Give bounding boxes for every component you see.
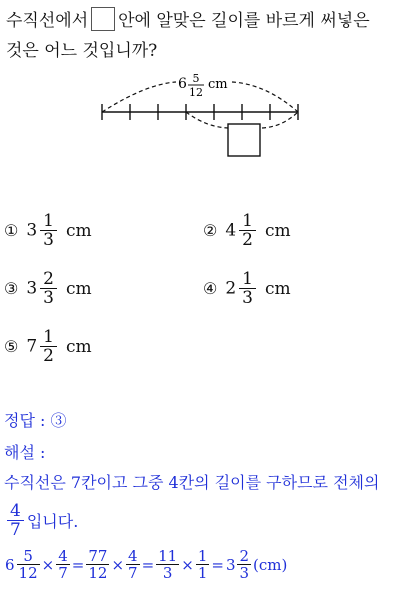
choice-5-number: ⑤ <box>4 337 19 356</box>
whole-length-whole: 6 <box>178 76 187 92</box>
choice-4[interactable] <box>203 270 291 307</box>
choice-3-whole: 3 <box>26 278 38 299</box>
choice-3-number: ③ <box>4 279 19 298</box>
whole-length-numerator: 5 <box>192 72 200 85</box>
choice-3[interactable] <box>4 270 92 307</box>
choice-5[interactable] <box>4 328 92 365</box>
choice-5-unit: cm <box>66 336 92 357</box>
choice-1-whole: 3 <box>26 220 38 241</box>
choice-5-fraction: $\frac{1}{2}$ <box>40 328 57 365</box>
question-text <box>6 6 396 66</box>
answer-line <box>4 408 67 431</box>
choice-1-unit: cm <box>66 220 92 241</box>
explanation-line1: 수직선은 7칸이고 그중 4칸의 길이를 구하므로 전체의 <box>4 473 380 492</box>
choice-4-number: ④ <box>203 279 218 298</box>
choice-5-whole: 7 <box>26 336 38 357</box>
choice-2-fraction: $\frac{1}{2}$ <box>239 212 256 249</box>
choice-2[interactable] <box>203 212 291 249</box>
choice-2-unit: cm <box>265 220 291 241</box>
explanation-fraction: $\frac{4}{7}$ <box>7 502 24 539</box>
choice-1-number: ① <box>4 221 19 240</box>
answer-blank-box <box>91 7 115 31</box>
explanation-label: 해설 : <box>4 443 46 462</box>
answer-label: 정답 : <box>4 411 46 430</box>
question-part1: 수직선에서 <box>6 11 89 31</box>
choice-2-number: ② <box>203 221 218 240</box>
question-part2: 안에 알맞은 길이를 바르게 써넣은 <box>118 11 370 31</box>
choice-1[interactable] <box>4 212 92 249</box>
answer-box <box>228 124 260 156</box>
explanation-suffix: 입니다. <box>26 512 79 531</box>
whole-length-denominator: 12 <box>189 86 203 99</box>
choice-2-whole: 4 <box>225 220 237 241</box>
whole-length-unit: cm <box>208 77 228 92</box>
choice-1-fraction: $\frac{1}{3}$ <box>40 212 57 249</box>
explanation-line2 <box>4 502 78 539</box>
choice-3-fraction: $\frac{2}{3}$ <box>40 270 57 307</box>
question-line2: 것은 어느 것입니까? <box>6 41 158 61</box>
choice-4-unit: cm <box>265 278 291 299</box>
number-line-figure <box>96 72 306 162</box>
choice-4-fraction: $\frac{1}{3}$ <box>239 270 256 307</box>
choice-4-whole: 2 <box>225 278 237 299</box>
solution-equation: 6 $\frac{5}{12}$ × $\frac{4}{7}$ = $\frac{77}{12}$ × $\frac{4}{7}$ = $\frac{11}{3}$ × $\frac{1}{1}$ = 3 $\frac{2}{3}$ (cm) <box>5 547 288 582</box>
answer-value: ③ <box>50 411 67 430</box>
choice-3-unit: cm <box>66 278 92 299</box>
